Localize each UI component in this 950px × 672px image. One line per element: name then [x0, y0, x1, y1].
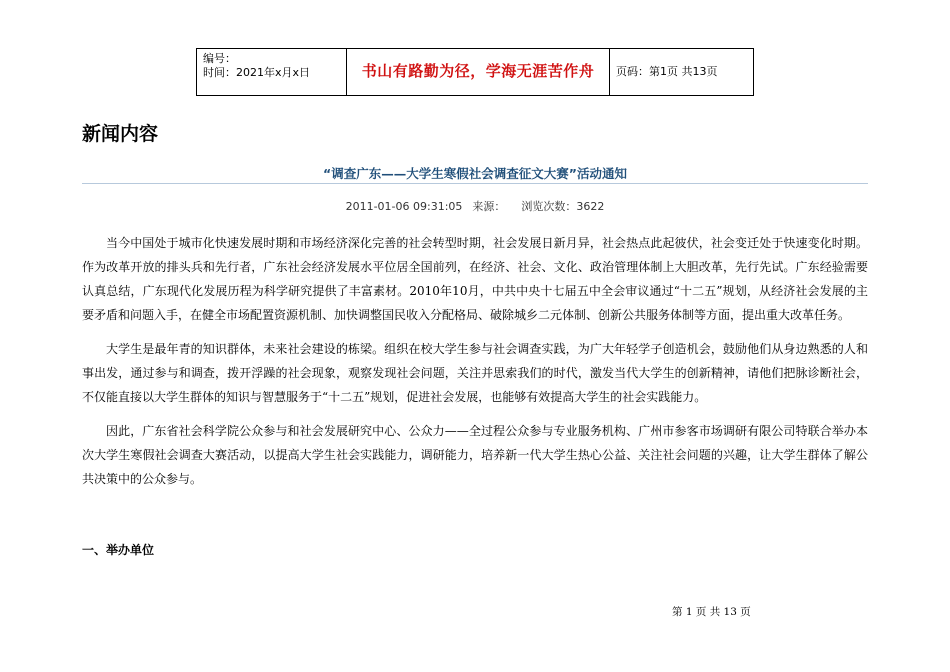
number-label: 编号： [203, 52, 236, 65]
title-divider [82, 183, 868, 184]
source-label: 来源： [472, 200, 506, 213]
header-meta-cell [197, 49, 347, 96]
views-count: 3622 [576, 200, 605, 213]
paragraph: 当今中国处于城市化快速发展时期和市场经济深化完善的社会转型时期，社会发展日新月异，社会热点此起彼伏，社会变迁处于快速变化时期。作为改革开放的排头兵和先行者，广东社会经济发展水平位居全国前列，在经济、社会、文化、政治管理体制上大胆改革，先行先试。广东经验需要认真总结，广东现代化发展历程为科学研究提供了丰富素材。2010年10月，中共中央十七届五中全会审议通过“十二五”规划，从经济社会发展的主要矛盾和问题入手，在健全市场配置资源机制、加快调整国民收入分配格局、破除城乡二元体制、创新公共服务体制等方面，提出重大改革任务。 [82, 236, 868, 322]
paragraph: 大学生是最年青的知识群体，未来社会建设的栋梁。组织在校大学生参与社会调查实践，为广大年轻学子创造机会，鼓励他们从身边熟悉的人和事出发，通过参与和调查，拨开浮躁的社会现象，观察发现社会问题，关注并思索我们的时代，激发当代大学生的创新精神，请他们把脉诊断社会，不仅能直接以大学生群体的知识与智慧服务于“十二五”规划，促进社会发展，也能够有效提高大学生的社会实践能力。 [82, 342, 868, 404]
page-label: 页码：第1页 共13页 [616, 65, 718, 78]
news-title: “调查广东——大学生寒假社会调查征文大赛”活动通知 [323, 166, 627, 181]
views-label: 浏览次数： [521, 200, 577, 213]
header-motto-cell [347, 49, 610, 96]
time-label: 时间：2021年x月x日 [203, 66, 311, 79]
paragraph: 因此，广东省社会科学院公众参与和社会发展研究中心、公众力——全过程公众参与专业服务机构、广州市参客市场调研有限公司特联合举办本次大学生寒假社会调查大赛活动，以提高大学生社会实践能力，调研能力，培养新一代大学生热心公益、关注社会问题的兴趣，让大学生群体了解公共决策中的公众参与。 [82, 424, 868, 486]
article-meta [82, 198, 868, 214]
article-body [82, 231, 868, 501]
section-title: 新闻内容 [82, 123, 159, 145]
motto: 书山有路勤为径，学海无涯苦作舟 [361, 62, 595, 80]
header-page-cell [610, 49, 754, 96]
article-datetime: 2011-01-06 09:31:05 [345, 200, 463, 213]
section-subheading: 一、举办单位 [82, 543, 155, 557]
header-table [196, 48, 754, 96]
page-footer: 第 1 页 共 13 页 [672, 606, 751, 618]
